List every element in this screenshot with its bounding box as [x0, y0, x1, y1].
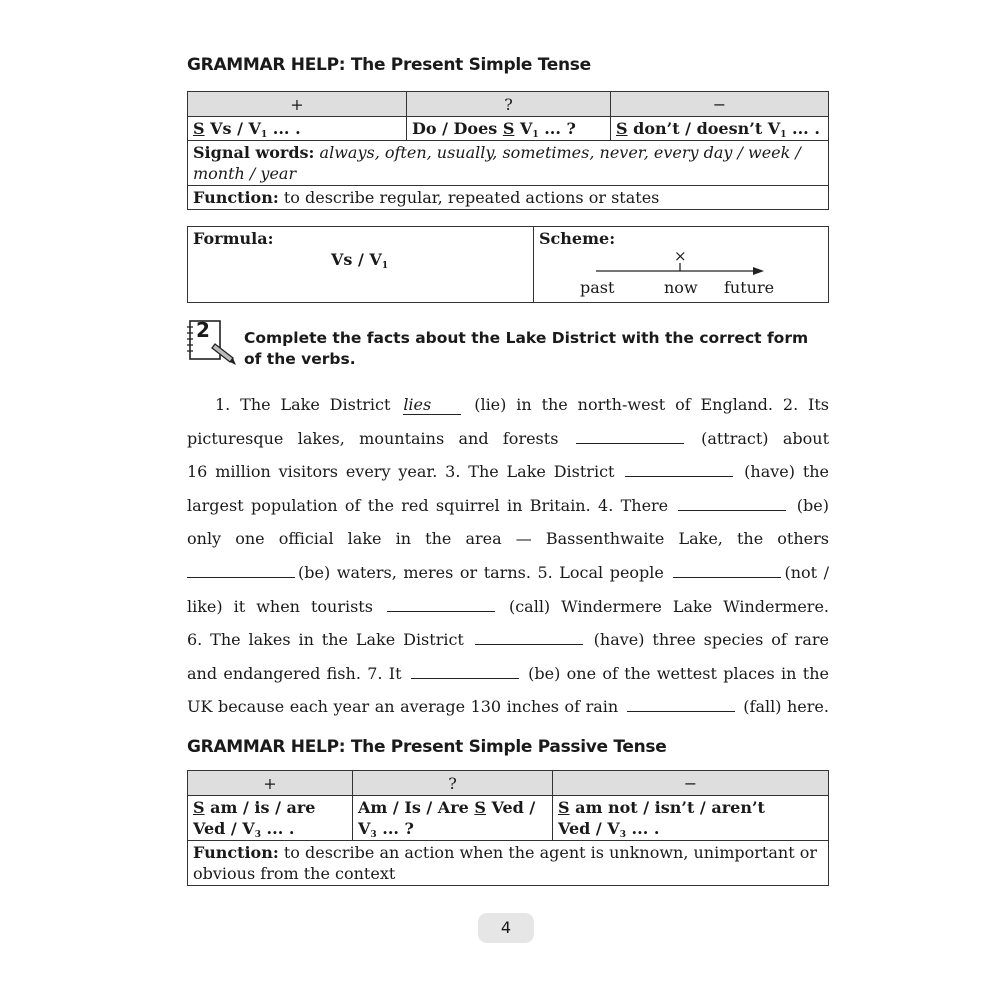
exercise-text [187, 388, 829, 724]
answer-blank-4[interactable] [678, 495, 786, 511]
formula-label: Formula: [193, 229, 274, 248]
exercise-line: (be) waters, meres or tarns. 5. Local people (not / [187, 556, 829, 590]
question-form: Do / Does S $V_1$ ... ? [407, 117, 611, 141]
exercise-line: largest population of the red squirrel in Britain. 4. There (be) [187, 495, 829, 515]
header-question: ? [407, 92, 611, 117]
answer-blank-7[interactable] [387, 596, 495, 612]
positive-form: S Vs / $V_1$ ... . [188, 117, 407, 141]
timeline-past: past [580, 278, 615, 297]
formula-value: Vs / $V_1$ [331, 250, 389, 271]
scheme-label: Scheme: [539, 229, 616, 248]
answer-blank-8[interactable] [475, 629, 583, 645]
header-positive: + [188, 92, 407, 117]
exercise-line: UK because each year an average 130 inches of rain (fall) here. [187, 697, 829, 717]
exercise-line: only one official lake in the area — Bassenthwaite Lake, the others [187, 529, 829, 549]
present-simple-passive-table [187, 770, 829, 886]
answer-blank-5[interactable] [187, 562, 295, 578]
passive-question-form: Am / Is / Are S Ved / $V_3$ ... ? [353, 796, 553, 841]
passive-negative-form: S am not / isn’t / aren’t Ved / $V_3$ ... . [553, 796, 829, 841]
header-positive: + [188, 771, 353, 796]
scheme-marker: × [674, 247, 687, 265]
timeline-future: future [724, 278, 775, 297]
formula-cell [188, 227, 534, 303]
answer-blank-9[interactable] [411, 663, 519, 679]
page-number: 4 [478, 913, 534, 943]
formula-scheme-table [187, 226, 829, 303]
task-number: 2 [196, 318, 210, 342]
answer-blank-3[interactable] [625, 461, 733, 477]
exercise-line: and endangered fish. 7. It (be) one of the wettest places in the [187, 663, 829, 683]
timeline-arrow [753, 267, 764, 275]
signal-words-row: Signal words: always, often, usually, sometimes, never, every day / week / month / year [188, 141, 829, 186]
passive-positive-form: S am / is / are Ved / $V_3$ ... . [188, 796, 353, 841]
negative-form: S don’t / doesn’t $V_1$ ... . [611, 117, 829, 141]
answer-blank-10[interactable] [627, 696, 735, 712]
grammar-help-title-present-simple: GRAMMAR HELP: The Present Simple Tense [187, 55, 591, 75]
passive-function-row: Function: to describe an action when the agent is unknown, unimportant or obvious from the context [188, 841, 829, 886]
scheme-cell [534, 227, 829, 303]
exercise-line: 6. The lakes in the Lake District (have) three species of rare [187, 630, 829, 650]
timeline-now: now [664, 278, 698, 297]
answer-blank-6[interactable] [673, 562, 781, 578]
header-negative: − [553, 771, 829, 796]
answer-blank-2[interactable] [576, 428, 684, 444]
exercise-line: like) it when tourists (call) Windermere Lake Windermere. [187, 596, 829, 616]
function-row: Function: to describe regular, repeated actions or states [188, 186, 829, 210]
present-simple-table [187, 91, 829, 210]
header-negative: − [611, 92, 829, 117]
exercise-line: 16 million visitors every year. 3. The Lake District (have) the [187, 462, 830, 482]
grammar-help-title-passive: GRAMMAR HELP: The Present Simple Passive Tense [187, 737, 667, 757]
exercise-line: 1. The Lake District lies (lie) in the north-west of England. 2. Its [215, 395, 829, 414]
header-question: ? [353, 771, 553, 796]
exercise-line: picturesque lakes, mountains and forests (attract) about [187, 428, 830, 448]
answer-blank-1[interactable]: lies [403, 396, 461, 415]
task-instruction: Complete the facts about the Lake District with the correct form of the verbs. [244, 329, 809, 368]
